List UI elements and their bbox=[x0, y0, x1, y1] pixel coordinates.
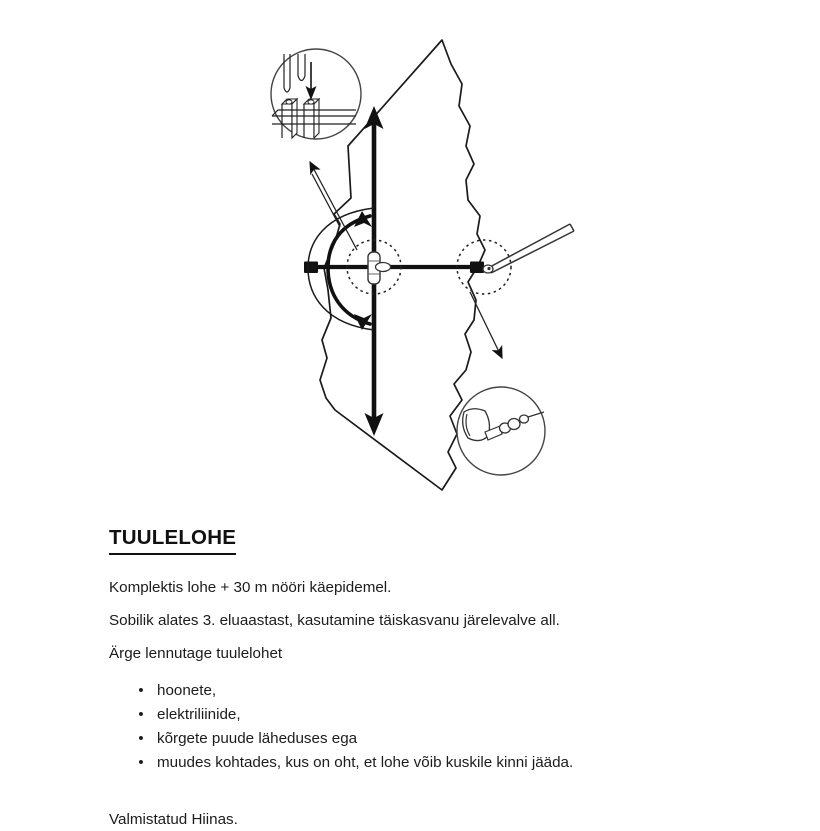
leader-line-to-knot-detail bbox=[470, 292, 502, 358]
list-item-label: muudes kohtades, kus on oht, et lohe võib kuskile kinni jääda. bbox=[157, 753, 574, 771]
origin-note: Valmistatud Hiinas. bbox=[109, 810, 238, 828]
warning-intro: Ärge lennutage tuulelohet bbox=[109, 644, 283, 662]
rod-socket-detail bbox=[271, 49, 361, 139]
center-connector bbox=[368, 252, 391, 284]
kite-assembly-diagram bbox=[252, 28, 592, 506]
bullet-icon: • bbox=[138, 729, 144, 747]
spare-rod bbox=[483, 224, 574, 273]
page-title: TUULELOHE bbox=[109, 526, 236, 555]
string-knot-detail bbox=[457, 387, 545, 475]
list-item-label: elektriliinide, bbox=[157, 705, 241, 723]
product-description bbox=[109, 526, 769, 831]
spar-left-endcap bbox=[304, 262, 318, 274]
spar-right-endcap bbox=[470, 262, 484, 274]
description-paragraph-2: Sobilik alates 3. eluaastast, kasutamine täiskasvanu järelevalve all. bbox=[109, 611, 560, 629]
diagram-canvas bbox=[252, 28, 592, 506]
bullet-icon: • bbox=[138, 705, 144, 723]
list-item-label: hoonete, bbox=[157, 681, 217, 699]
bullet-icon: • bbox=[138, 753, 144, 771]
list-item bbox=[109, 703, 769, 727]
list-item bbox=[109, 751, 769, 775]
bullet-icon: • bbox=[138, 681, 144, 699]
list-item bbox=[109, 679, 769, 703]
description-paragraph-1: Komplektis lohe + 30 m nööri käepidemel. bbox=[109, 578, 392, 596]
list-item bbox=[109, 727, 769, 751]
list-item-label: kõrgete puude läheduses ega bbox=[157, 729, 358, 747]
warning-list bbox=[109, 679, 769, 775]
